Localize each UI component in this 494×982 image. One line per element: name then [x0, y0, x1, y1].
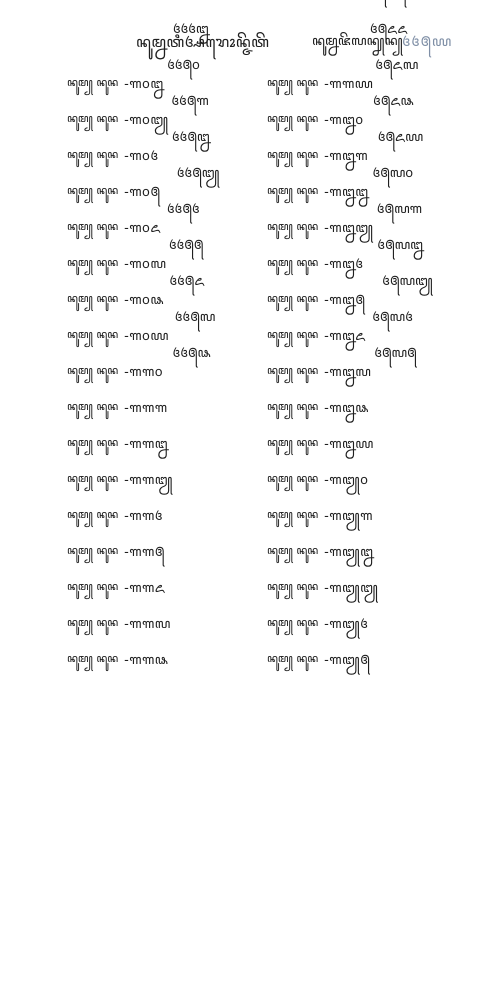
entry-label: ꦤꦸꦩ꧀ ꦤꦸꦤ	[267, 364, 319, 377]
entry-page-number: ꧔꧕꧖꧖	[369, 22, 408, 37]
entry-code: -꧑꧑꧑	[124, 400, 168, 416]
entry-page-number: ꧔꧔꧕꧒	[171, 130, 210, 145]
entry-code: -꧑꧓꧒	[324, 544, 374, 560]
entry-code: -꧑꧐꧔	[124, 148, 159, 164]
entry-code: -꧑꧐꧕	[124, 184, 161, 200]
entry-code: -꧑꧑꧔	[124, 508, 163, 524]
entry-label: ꦤꦸꦩ꧀ ꦤꦸꦤ	[67, 580, 119, 593]
entry-label: ꦤꦸꦩ꧀ ꦤꦸꦤ	[67, 652, 119, 665]
entry-label: ꦤꦸꦩ꧀ ꦤꦸꦤ	[267, 508, 319, 521]
entry-label: ꦤꦸꦩ꧀ ꦤꦸꦤ	[67, 364, 119, 377]
entry-label: ꦤꦸꦩ꧀ ꦤꦸꦤ	[67, 472, 119, 485]
entry-page-number: ꧔꧕꧖꧗	[375, 58, 419, 73]
entry-code: -꧑꧑꧙	[324, 76, 374, 92]
entry-code: -꧑꧑꧐	[124, 364, 164, 380]
entry-label: ꦤꦸꦩ꧀ ꦤꦸꦤ	[67, 184, 119, 197]
entry-code: -꧑꧐꧘	[124, 292, 165, 308]
entry-code: -꧑꧓꧑	[324, 508, 373, 524]
entry-code: -꧑꧒꧘	[324, 400, 370, 416]
entry-label: ꦤꦸꦩ꧀ ꦤꦸꦤ	[267, 652, 319, 665]
entry-page-number: ꧔꧔꧕꧑	[171, 94, 209, 109]
entry-page-number: ꧔꧕꧗꧓	[382, 274, 433, 289]
entry-label: ꦤꦸꦩ꧀ ꦤꦸꦤ	[267, 220, 319, 233]
entry-page-number: ꧔꧕꧗꧔	[372, 310, 413, 325]
entry-page-number: ꧔꧔꧕꧘	[172, 346, 211, 361]
entry-page-number: ꧔꧔꧕꧖	[169, 274, 205, 289]
entry-label: ꦤꦸꦩ꧀ ꦤꦸꦤ	[67, 616, 119, 629]
header-title-right: ꦤꦸꦩ꧀ꦤꦗꦼꦭꦤ꧀ꦚꦤ꧀	[312, 34, 403, 49]
entry-label: ꦤꦸꦩ꧀ ꦤꦸꦤ	[67, 436, 119, 449]
entry-label: ꦤꦸꦩ꧀ ꦤꦸꦤ	[67, 292, 119, 305]
entry-page-number: ꧔꧕꧖꧘	[373, 94, 414, 109]
entry-code: -꧑꧐꧙	[124, 328, 169, 344]
entry-label: ꦤꦸꦩ꧀ ꦤꦸꦤ	[267, 328, 319, 341]
entry-page-number: ꧔꧔꧕꧕	[168, 238, 204, 253]
entry-code: -꧑꧓꧕	[324, 652, 371, 668]
entry-page-number: ꧔꧕꧗꧑	[376, 202, 422, 217]
entry-code: -꧑꧐꧖	[124, 220, 162, 236]
entry-label: ꦤꦸꦩ꧀ ꦤꦸꦤ	[67, 400, 119, 413]
entry-label: ꦤꦸꦩ꧀ ꦤꦸꦤ	[267, 436, 319, 449]
entry-page-number: ꧔꧔꧕꧔	[166, 202, 200, 217]
entry-label: ꦤꦸꦩ꧀ ꦤꦸꦤ	[67, 112, 119, 125]
entry-page-number: ꧔꧕꧗꧐	[372, 166, 414, 181]
entry-code: -꧑꧐꧓	[124, 112, 169, 128]
entry-code: -꧑꧒꧓	[324, 220, 374, 236]
entry-code: -꧑꧑꧒	[124, 436, 168, 452]
entry-page-number: ꧔꧕꧗꧒	[377, 238, 423, 253]
entry-code: -꧑꧑꧗	[124, 616, 171, 632]
entry-code: -꧑꧑꧘	[124, 652, 169, 668]
entry-page-number: ꧔꧔꧔꧒	[172, 22, 209, 37]
entry-code: -꧑꧑꧖	[124, 580, 166, 596]
entry-code: -꧑꧐꧗	[124, 256, 167, 272]
entry-code: -꧑꧒꧐	[324, 112, 364, 128]
entry-label: ꦤꦸꦩ꧀ ꦤꦸꦤ	[267, 544, 319, 557]
entry-label: ꦤꦸꦩ꧀ ꦤꦸꦤ	[267, 184, 319, 197]
entry-label: ꦤꦸꦩ꧀ ꦤꦸꦤ	[267, 256, 319, 269]
entry-page-number: ꧔꧕꧗꧕	[374, 346, 417, 361]
entry-label: ꦤꦸꦩ꧀ ꦤꦸꦤ	[67, 328, 119, 341]
entry-label: ꦤꦸꦩ꧀ ꦤꦸꦤ	[267, 580, 319, 593]
entry-page-number: ꧔꧔꧕꧐	[167, 58, 200, 73]
entry-code: -꧑꧐꧒	[124, 76, 164, 92]
entry-label: ꦤꦸꦩ꧀ ꦤꦸꦤ	[67, 508, 119, 521]
entry-code: -꧑꧓꧔	[324, 616, 369, 632]
entry-code: -꧑꧒꧒	[324, 184, 369, 200]
entry-label: ꦤꦸꦩ꧀ ꦤꦸꦤ	[267, 148, 319, 161]
entry-label: ꦤꦸꦩ꧀ ꦤꦸꦤ	[267, 76, 319, 89]
entry-page-number: ꧔꧔꧕꧗	[174, 310, 216, 325]
entry-code: -꧑꧒꧙	[324, 436, 374, 452]
page-number: ꧔꧔꧕꧙	[402, 34, 453, 50]
entry-label: ꦤꦸꦩ꧀ ꦤꦸꦤ	[267, 400, 319, 413]
entry-code: -꧑꧒꧔	[324, 256, 364, 272]
entry-label: ꦤꦸꦩ꧀ ꦤꦸꦤ	[67, 256, 119, 269]
entry-code: -꧑꧒꧗	[324, 364, 372, 380]
entry-page-number: ꧔꧔꧕꧓	[176, 166, 220, 181]
entry-label: ꦤꦸꦩ꧀ ꦤꦸꦤ	[67, 220, 119, 233]
entry-label: ꦤꦸꦩ꧀ ꦤꦸꦤ	[267, 616, 319, 629]
entry-label: ꦤꦸꦩ꧀ ꦤꦸꦤ	[267, 112, 319, 125]
entry-code: -꧑꧑꧓	[124, 472, 173, 488]
entry-code: -꧑꧒꧖	[324, 328, 366, 344]
entry-label: ꦤꦸꦩ꧀ ꦤꦸꦤ	[67, 544, 119, 557]
entry-label: ꦤꦸꦩ꧀ ꦤꦸꦤ	[267, 292, 319, 305]
entry-code: -꧑꧓꧓	[324, 580, 379, 596]
entry-page-number: ꧔꧕꧖꧙	[377, 130, 424, 145]
entry-label: ꦤꦸꦩ꧀ ꦤꦸꦤ	[267, 472, 319, 485]
entry-code: -꧑꧒꧕	[324, 292, 366, 308]
entry-code: -꧑꧓꧐	[324, 472, 369, 488]
entry-label: ꦤꦸꦩ꧀ ꦤꦸꦤ	[67, 148, 119, 161]
entry-code: -꧑꧒꧑	[324, 148, 368, 164]
entry-label: ꦤꦸꦩ꧀ ꦤꦸꦤ	[67, 76, 119, 89]
header-title-left: ꦤꦸꦩ꧀ꦤꦠꦶꦄꦫꦺꦴꦤ꧀ꦗꦼꦠꦼ	[136, 33, 270, 51]
entry-code: -꧑꧑꧕	[124, 544, 165, 560]
